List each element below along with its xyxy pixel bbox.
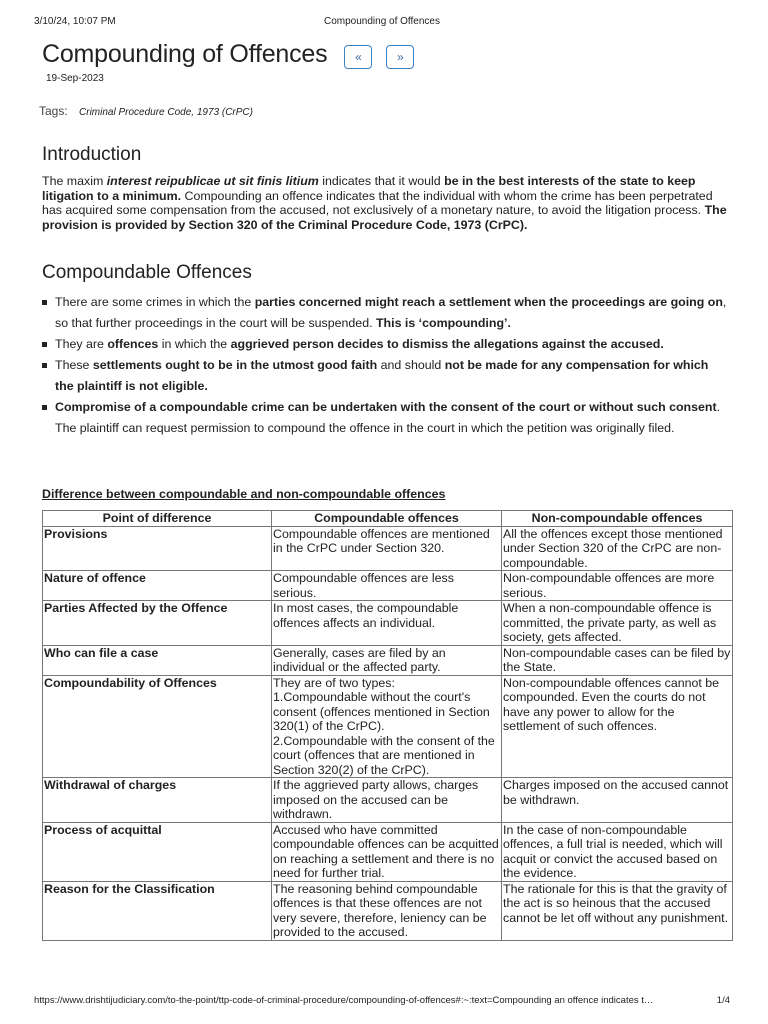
table-cell: Compoundable offences are mentioned in the CrPC under Section 320.: [272, 526, 502, 571]
row-heading: Provisions: [43, 526, 272, 571]
list-item: They are offences in which the aggrieved person decides to dismiss the allegations against the accused.: [42, 334, 728, 355]
table-cell: In the case of non-compoundable offences, a full trial is needed, which will acquit or convict the accused based on the evidence.: [502, 822, 733, 881]
table-cell: Charges imposed on the accused cannot be withdrawn.: [502, 778, 733, 823]
table-cell: Generally, cases are filed by an individual or the affected party.: [272, 645, 502, 675]
table-row: [43, 571, 733, 601]
tags-row: [39, 104, 253, 118]
table-row: [43, 778, 733, 823]
page-title: Compounding of Offences: [42, 40, 328, 68]
table-cell: Non-compoundable offences cannot be compounded. Even the courts do not have any power to allow for the settlement of such offences.: [502, 675, 733, 778]
row-heading: Compoundability of Offences: [43, 675, 272, 778]
compoundable-offences-heading: Compoundable Offences: [42, 262, 252, 283]
table-cell: In most cases, the compoundable offences affects an individual.: [272, 601, 502, 646]
introduction-heading: Introduction: [42, 144, 142, 165]
table-cell: When a non-compoundable offence is committed, the private party, as well as society, gets affected.: [502, 601, 733, 646]
compoundable-bullet-list: [42, 292, 728, 439]
table-row: [43, 645, 733, 675]
print-header: [34, 16, 730, 30]
publish-date: 19-Sep-2023: [46, 73, 104, 84]
row-heading: Parties Affected by the Offence: [43, 601, 272, 646]
row-heading: Nature of offence: [43, 571, 272, 601]
title-row: [42, 38, 414, 70]
table-row: [43, 822, 733, 881]
print-footer: [34, 995, 730, 1009]
table-header-row: [43, 511, 733, 527]
table-cell: Non-compoundable offences are more serious.: [502, 571, 733, 601]
row-heading: Who can file a case: [43, 645, 272, 675]
bullet-square-icon: [42, 405, 47, 410]
print-doc-title: Compounding of Offences: [323, 16, 440, 27]
row-heading: Reason for the Classification: [43, 881, 272, 940]
table-cell: All the offences except those mentioned under Section 320 of the CrPC are non-compoundable.: [502, 526, 733, 571]
column-header: Point of difference: [43, 511, 272, 527]
bullet-square-icon: [42, 300, 47, 305]
next-article-button[interactable]: »: [386, 45, 414, 69]
bullet-square-icon: [42, 342, 47, 347]
row-heading: Process of acquittal: [43, 822, 272, 881]
table-cell: The rationale for this is that the gravity of the act is so heinous that the accused cannot be let off without any punishment.: [502, 881, 733, 940]
introduction-paragraph: The maxim interest reipublicae ut sit finis litium indicates that it would be in the best interests of the state to keep litigation to a minimum. Compounding an offence indicates that the individual with whom the crime has been perpetrated has acquired some compensation from the accused, not exclusively of a monetary nature, to avoid the litigation process. The provision is provided by Section 320 of the Criminal Procedure Code, 1973 (CrPC).: [42, 174, 727, 232]
bullet-square-icon: [42, 363, 47, 368]
difference-table: [42, 510, 733, 941]
table-cell: Non-compoundable cases can be filed by the State.: [502, 645, 733, 675]
table-cell: They are of two types: 1.Compoundable without the court's consent (offences mentioned in Section 320(1) of the CrPC). 2.Compoundable with the consent of the court (offences that are mentioned in Section 320(2) of the CrPC).: [272, 675, 502, 778]
list-item: These settlements ought to be in the utmost good faith and should not be made for any compensation for which the plaintiff is not eligible.: [42, 355, 728, 397]
table-row: [43, 526, 733, 571]
list-item: Compromise of a compoundable crime can be undertaken with the consent of the court or without such consent. The plaintiff can request permission to compound the offence in the court in which the petition was originally filed.: [42, 397, 728, 439]
page-url-link[interactable]: https://www.drishtijudiciary.com/to-the-point/ttp-code-of-criminal-procedure/compounding-of-offences#:~:text=Compounding an offence indicates t…: [34, 995, 654, 1006]
tag-link[interactable]: Criminal Procedure Code, 1973 (CrPC): [79, 107, 253, 118]
page-number: 1/4: [716, 995, 730, 1006]
table-cell: Compoundable offences are less serious.: [272, 571, 502, 601]
list-item: There are some crimes in which the parties concerned might reach a settlement when the proceedings are going on, so that further proceedings in the court will be suspended. This is ‘compounding’.: [42, 292, 728, 334]
tags-label: Tags:: [39, 104, 68, 118]
column-header: Non-compoundable offences: [502, 511, 733, 527]
table-cell: The reasoning behind compoundable offences is that these offences are not very severe, therefore, leniency can be provided to the accused.: [272, 881, 502, 940]
table-row: [43, 675, 733, 778]
previous-article-button[interactable]: «: [344, 45, 372, 69]
table-row: [43, 881, 733, 940]
row-heading: Withdrawal of charges: [43, 778, 272, 823]
table-caption: Difference between compoundable and non-compoundable offences: [42, 487, 446, 501]
print-datetime: 3/10/24, 10:07 PM: [34, 16, 116, 27]
table-cell: If the aggrieved party allows, charges imposed on the accused can be withdrawn.: [272, 778, 502, 823]
table-row: [43, 601, 733, 646]
table-cell: Accused who have committed compoundable offences can be acquitted on reaching a settlement and there is no need for further trial.: [272, 822, 502, 881]
column-header: Compoundable offences: [272, 511, 502, 527]
